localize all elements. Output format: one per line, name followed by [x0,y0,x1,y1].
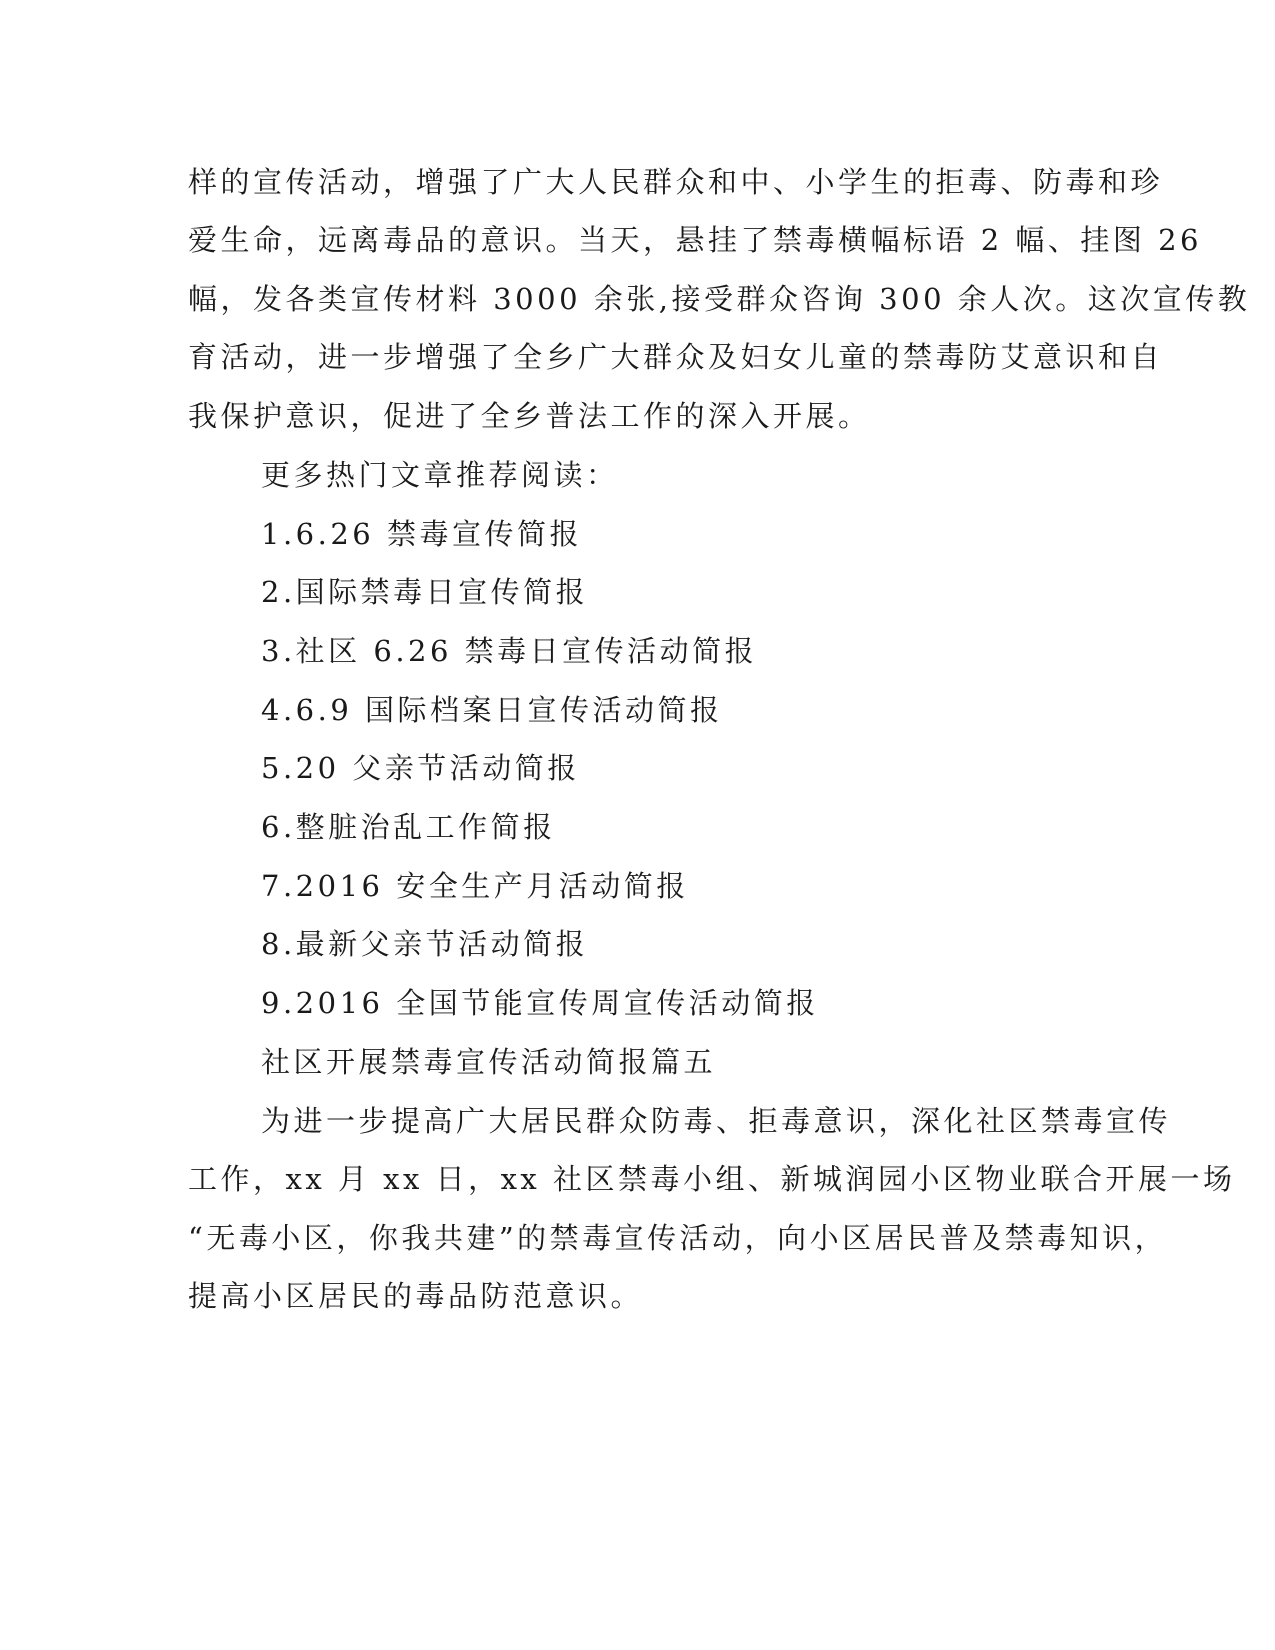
recommend-item[interactable]: 1.6.26 禁毒宣传简报 [261,517,582,551]
recommend-item[interactable]: 7.2016 安全生产月活动简报 [261,869,689,903]
recommend-item[interactable]: 2.国际禁毒日宣传简报 [261,575,589,609]
section-title: 社区开展禁毒宣传活动简报篇五 [261,1045,717,1079]
recommend-item[interactable]: 6.整脏治乱工作简报 [261,810,556,844]
paragraph-line: 为进一步提高广大居民群众防毒、拒毒意识，深化社区禁毒宣传 [261,1104,1172,1138]
paragraph-line: 我保护意识，促进了全乡普法工作的深入开展。 [188,399,871,433]
recommend-item[interactable]: 8.最新父亲节活动简报 [261,927,589,961]
recommend-item[interactable]: 5.20 父亲节活动简报 [261,751,580,785]
paragraph-line: “无毒小区，你我共建”的禁毒宣传活动，向小区居民普及禁毒知识， [188,1221,1168,1255]
paragraph-line: 爱生命，远离毒品的意识。当天，悬挂了禁毒横幅标语 2 幅、挂图 26 [188,223,1203,257]
paragraph-line: 样的宣传活动，增强了广大人民群众和中、小学生的拒毒、防毒和珍 [188,165,1164,199]
paragraph-line: 工作，xx 月 xx 日，xx 社区禁毒小组、新城润园小区物业联合开展一场 [188,1162,1236,1196]
recommend-item[interactable]: 9.2016 全国节能宣传周宣传活动简报 [261,986,819,1020]
recommend-item[interactable]: 3.社区 6.26 禁毒日宣传活动简报 [261,634,758,668]
paragraph-line: 幅，发各类宣传材料 3000 余张,接受群众咨询 300 余人次。这次宣传教 [188,282,1251,316]
paragraph-line: 育活动，进一步增强了全乡广大群众及妇女儿童的禁毒防艾意识和自 [188,340,1164,374]
paragraph-line: 提高小区居民的毒品防范意识。 [188,1279,644,1313]
recommend-heading: 更多热门文章推荐阅读： [261,458,619,492]
recommend-item[interactable]: 4.6.9 国际档案日宣传活动简报 [261,693,723,727]
